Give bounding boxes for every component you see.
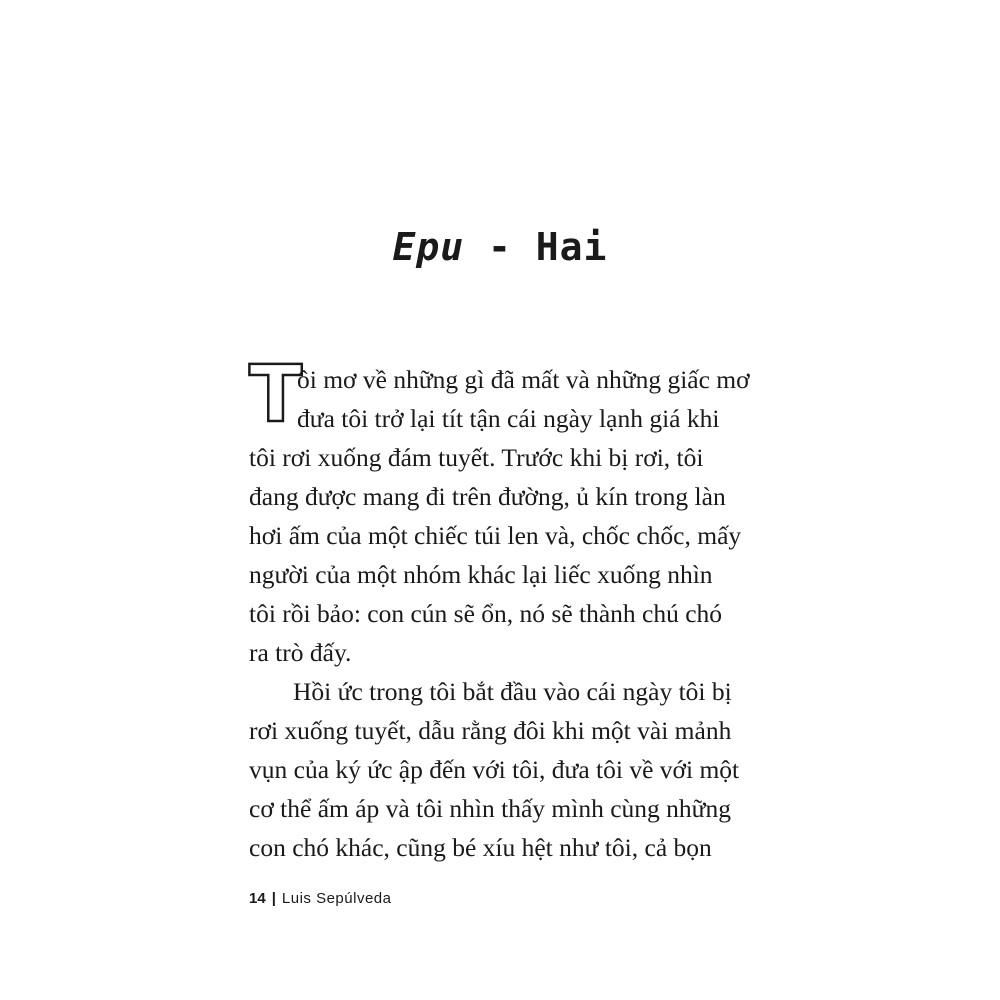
text-line: rơi xuống tuyết, dẫu rằng đôi khi một vài mảnh: [249, 716, 732, 745]
chapter-title: [0, 222, 1000, 272]
page-footer: [249, 889, 391, 909]
text-line: vụn của ký ức ập đến với tôi, đưa tôi về với một: [249, 755, 740, 784]
text-line: Hồi ức trong tôi bắt đầu vào cái ngày tôi bị: [293, 677, 732, 706]
text-line: tôi rơi xuống đám tuyết. Trước khi bị rơi, tôi: [249, 443, 704, 472]
text-line: cơ thể ấm áp và tôi nhìn thấy mình cùng những: [249, 794, 731, 823]
drop-cap: T: [249, 350, 303, 440]
text-line: ra trò đấy.: [249, 638, 352, 667]
text-line: đưa tôi trở lại tít tận cái ngày lạnh giá khi: [297, 404, 720, 433]
text-line: đang được mang đi trên đường, ủ kín trong làn: [249, 482, 726, 511]
page-number: 14: [249, 890, 266, 907]
text-line: hơi ấm của một chiếc túi len và, chốc chốc, mấy: [249, 521, 742, 550]
text-line: ôi mơ về những gì đã mất và những giấc mơ: [297, 365, 750, 394]
paragraph-2: [249, 672, 789, 867]
chapter-title-italic: Epu: [392, 225, 465, 269]
chapter-title-rest: - Hai: [464, 225, 608, 269]
text-line: người của một nhóm khác lại liếc xuống nhìn: [249, 560, 713, 589]
text-line: tôi rồi bảo: con cún sẽ ổn, nó sẽ thành chú chó: [249, 599, 723, 628]
footer-separator: |: [271, 890, 276, 907]
text-line: con chó khác, cũng bé xíu hệt như tôi, cả bọn: [249, 833, 712, 862]
chapter-body: [249, 350, 789, 867]
paragraph-1: [249, 350, 789, 672]
author-name: Luis Sepúlveda: [281, 890, 392, 907]
